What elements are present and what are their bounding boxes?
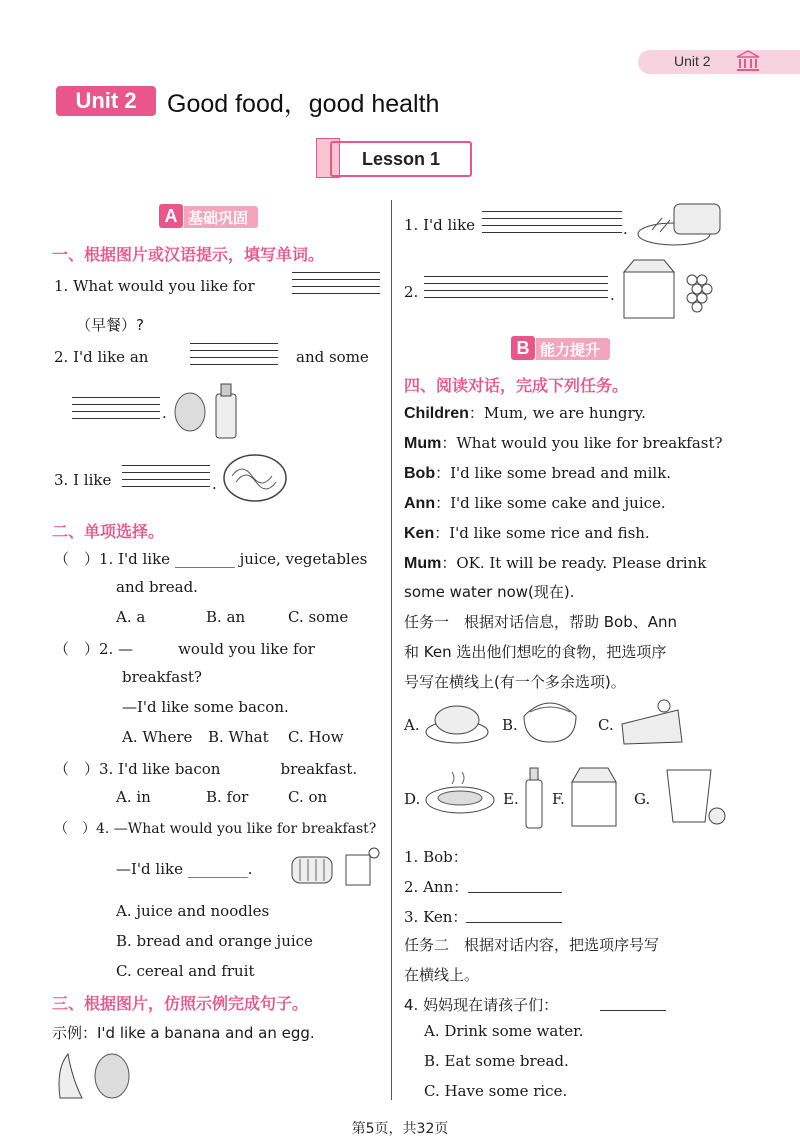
task1-line2: 和 Ken 选出他们想吃的食物，把选项序 — [404, 643, 667, 661]
unit-tab — [638, 50, 800, 74]
right-q1-answer-lines[interactable] — [482, 211, 622, 239]
part2-q2-opt-c[interactable]: C. How — [288, 728, 344, 746]
part1-q1: 1. What would you like for — [54, 277, 255, 295]
period: . — [623, 220, 628, 238]
part2-q4-opt-b[interactable]: B. bread and orange juice — [116, 932, 313, 950]
dialog-line-7: some water now(现在). — [404, 583, 575, 601]
unit-tab-label: Unit 2 — [674, 53, 711, 69]
part2-q2-opt-a[interactable]: A. Where — [122, 728, 193, 746]
opt-letter-f: F. — [552, 790, 565, 808]
period: . — [610, 286, 615, 304]
right-q2-answer-lines[interactable] — [424, 276, 608, 304]
part1-q1-answer-lines[interactable] — [292, 272, 380, 300]
section-b-pill — [512, 338, 610, 360]
part1-q2-answer-lines-1[interactable] — [190, 343, 278, 371]
part2-q2-opt-b[interactable]: B. What — [208, 728, 269, 746]
part2-q1-opt-b[interactable]: B. an — [206, 608, 246, 626]
right-q2: 2. — [404, 283, 419, 301]
section-b-label: 能力提升 — [540, 340, 601, 359]
page-footer: 第5页，共32页 — [351, 1121, 449, 1137]
opt-letter-d: D. — [404, 790, 421, 808]
opt-letter-g: G. — [634, 790, 651, 808]
q4-text: 4. 妈妈现在请孩子们： — [404, 996, 559, 1014]
period: . — [212, 475, 217, 493]
part2-q3-opt-a[interactable]: A. in — [116, 788, 151, 806]
part2-q1-line2: and bread. — [116, 578, 198, 596]
part3-title: 三、根据图片，仿照示例完成句子。 — [52, 994, 309, 1013]
juice-glass-option-icon — [655, 760, 729, 830]
task2-line1: 任务二 根据对话内容，把选项序号写 — [404, 936, 660, 954]
right-q1: 1. I'd like — [404, 216, 476, 234]
task2-line2: 在横线上。 — [404, 966, 480, 984]
opt-letter-e: E. — [503, 790, 519, 808]
unit-badge: Unit 2 — [56, 86, 156, 116]
milk-carton-and-grapes-icon — [620, 256, 720, 322]
dialog-line-5: Ken：I'd like some rice and fish. — [404, 524, 650, 542]
dialog-line-1: Children：Mum, we are hungry. — [404, 404, 646, 422]
opt-letter-c: C. — [598, 716, 614, 734]
opt-letter-b: B. — [502, 716, 518, 734]
part1-title: 一、根据图片或汉语提示，填写单词。 — [52, 245, 325, 264]
q4-opt-b[interactable]: B. Eat some bread. — [424, 1052, 569, 1070]
dialog-line-6: Mum：OK. It will be ready. Please drink — [404, 554, 707, 572]
unit-title: Good food，good health — [167, 90, 440, 118]
lesson-title: Lesson 1 — [330, 141, 472, 177]
q4-blank[interactable] — [600, 996, 666, 1011]
task1-line1: 任务一 根据对话信息，帮助 Bob、Ann — [404, 613, 678, 631]
part2-q4: （ ）4. —What would you like for breakfast? — [54, 821, 377, 837]
part2-q4-opt-a[interactable]: A. juice and noodles — [116, 902, 270, 920]
part2-q1-opt-a[interactable]: A. a — [116, 608, 146, 626]
fish-plate-option-icon — [424, 768, 496, 816]
part1-q2-a: 2. I'd like an — [54, 348, 149, 366]
noodles-bowl-icon — [222, 452, 288, 504]
part2-title: 二、单项选择。 — [52, 522, 165, 541]
opt-letter-a: A. — [404, 716, 420, 734]
q4-opt-a[interactable]: A. Drink some water. — [424, 1022, 584, 1040]
section-a-label: 基础巩固 — [188, 208, 249, 227]
part2-q1: （ ）1. I'd like ________ juice, vegetables — [54, 550, 368, 568]
q4-opt-c[interactable]: C. Have some rice. — [424, 1082, 568, 1100]
building-icon — [735, 49, 761, 73]
column-divider — [391, 200, 392, 1100]
dialog-line-2: Mum：What would you like for breakfast? — [404, 434, 723, 452]
answer-ken-label: 3. Ken： — [404, 908, 468, 926]
part2-q2-line3: —I'd like some bacon. — [122, 698, 289, 716]
cake-option-icon — [618, 696, 686, 748]
part1-q3: 3. I like — [54, 471, 112, 489]
part2-q3: （ ）3. I'd like bacon breakfast. — [54, 760, 358, 778]
water-bottle-option-icon — [522, 764, 546, 830]
part2-q4-line2: —I'd like ________. — [116, 860, 253, 878]
part2-q3-opt-c[interactable]: C. on — [288, 788, 328, 806]
part4-title: 四、阅读对话，完成下列任务。 — [404, 376, 629, 395]
part3-example: 示例：I'd like a banana and an egg. — [52, 1024, 315, 1042]
rice-bowl-option-icon — [520, 696, 580, 746]
section-b-letter: B — [510, 335, 536, 361]
bread-plate-option-icon — [424, 698, 490, 746]
part2-q3-opt-b[interactable]: B. for — [206, 788, 249, 806]
answer-ann-blank[interactable] — [468, 876, 562, 893]
egg-and-milk-icon — [172, 380, 244, 440]
dialog-line-4: Ann：I'd like some cake and juice. — [404, 494, 666, 512]
part1-q2-b: and some — [296, 348, 369, 366]
bread-and-juice-icon — [290, 845, 380, 890]
part2-q4-opt-c[interactable]: C. cereal and fruit — [116, 962, 255, 980]
period: . — [162, 404, 167, 422]
milk-carton-option-icon — [568, 764, 622, 830]
section-a-letter: A — [158, 203, 184, 229]
banana-and-egg-icon — [52, 1048, 132, 1100]
task1-line3: 号写在横线上(有一个多余选项)。 — [404, 673, 626, 691]
dialog-line-3: Bob：I'd like some bread and milk. — [404, 464, 672, 482]
bread-plate-icon — [634, 200, 730, 248]
answer-ken-blank[interactable] — [466, 906, 562, 923]
part2-q1-opt-c[interactable]: C. some — [288, 608, 349, 626]
answer-ann-label: 2. Ann： — [404, 878, 469, 896]
section-a-pill — [160, 206, 258, 228]
answer-bob-label: 1. Bob： — [404, 848, 468, 866]
part1-q1-hint: （早餐）? — [76, 316, 144, 334]
part1-q2-answer-lines-2[interactable] — [72, 397, 160, 425]
part2-q2: （ ）2. — would you like for — [54, 640, 315, 658]
part1-q3-answer-lines[interactable] — [122, 465, 210, 493]
part2-q2-line2: breakfast? — [122, 668, 202, 686]
